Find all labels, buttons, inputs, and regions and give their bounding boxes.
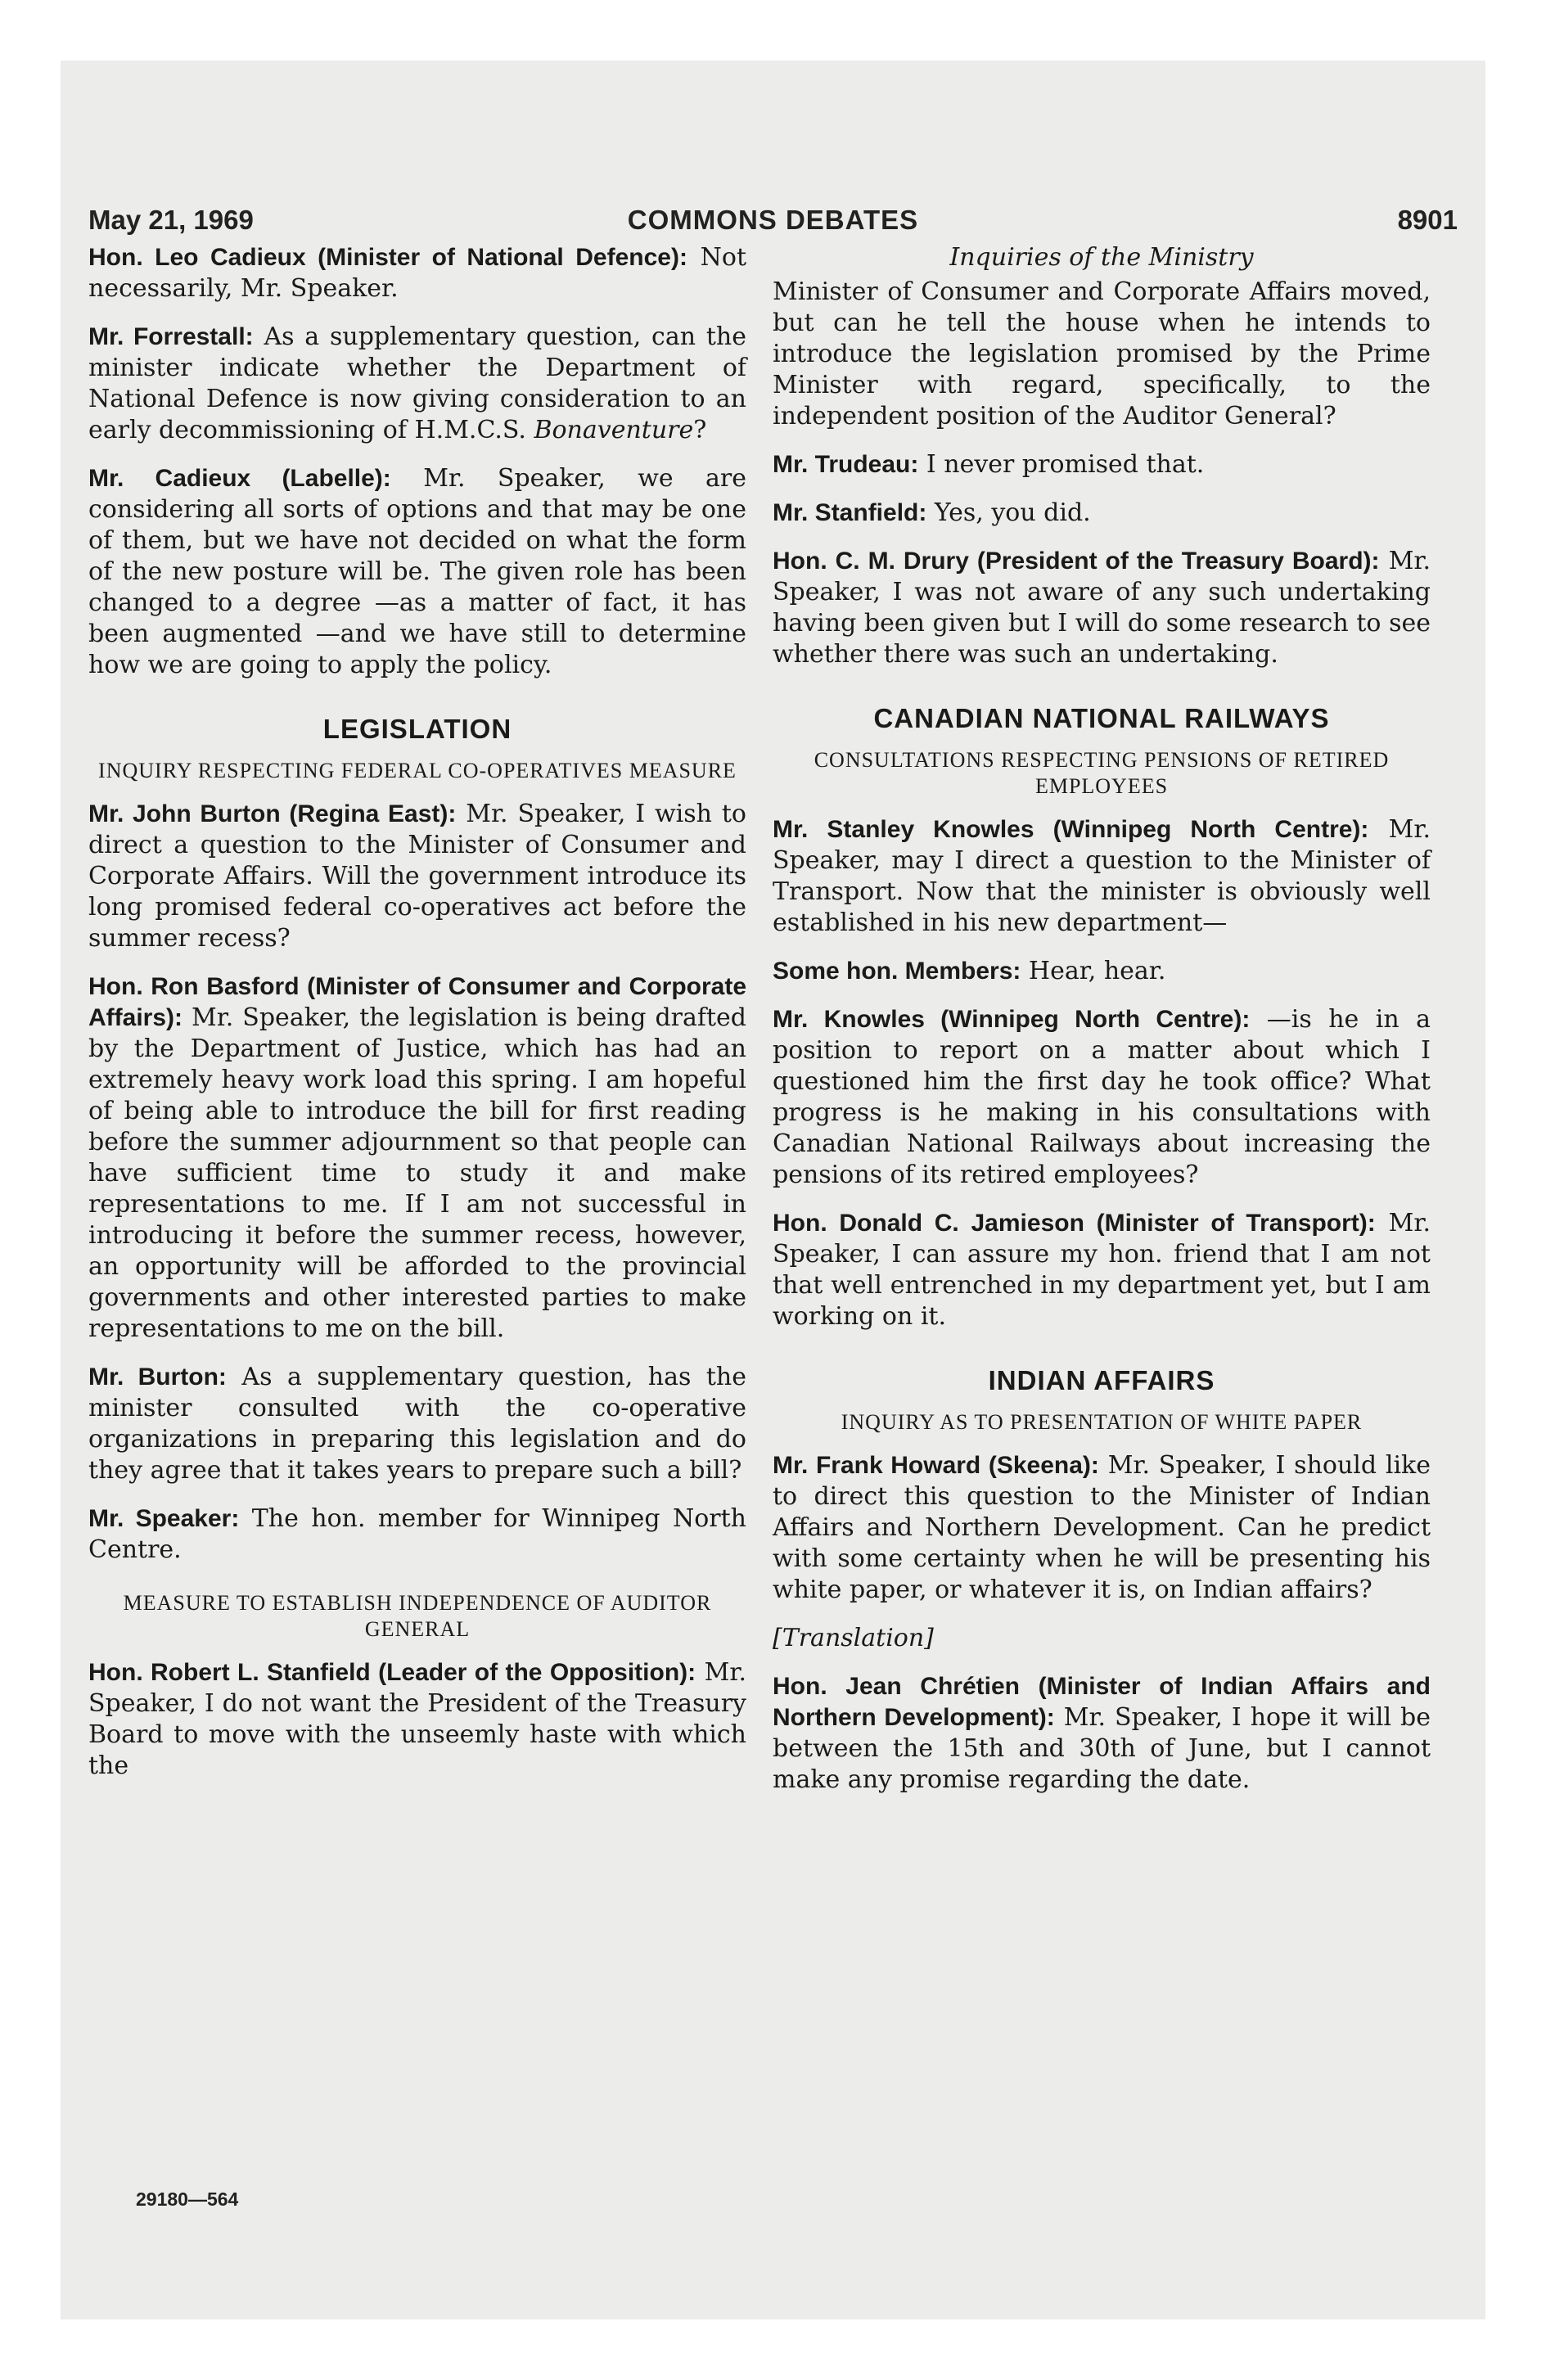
speech [773, 814, 1431, 939]
speech [88, 1362, 746, 1486]
speaker: Mr. Knowles (Winnipeg North Centre): [773, 1006, 1251, 1033]
speaker: Hon. Jean Chrétien (Minister of Indian Affairs and Northern Development): [773, 1673, 1431, 1731]
printer-folio: 29180—564 [136, 2188, 239, 2210]
section-subheading: INQUIRY AS TO PRESENTATION OF WHITE PAPER [841, 1410, 1363, 1434]
speaker: Mr. Burton: [88, 1364, 227, 1391]
speech [88, 463, 746, 681]
speech-text: As a supplementary question, has the minister consulted with the co-operative organizations in preparing this legislation and do they agree that it takes years to prepare such a bill? [88, 1363, 746, 1485]
speech [773, 449, 1431, 480]
section-heading: INDIAN AFFAIRS [988, 1365, 1215, 1395]
speech-text: Mr. Speaker, we are considering all sorts of options and that may be one of them, but we have not decided on what the form of the new posture will be. The given role has been changed to a degree —as a matter of fact, it has been augmented —and we have still to determine how we are going to apply the policy. [88, 464, 746, 679]
speaker: Hon. C. M. Drury (President of the Treasury Board): [773, 548, 1380, 575]
left-column [88, 242, 746, 1799]
speech [773, 277, 1431, 432]
speech-text: Not necessarily, Mr. Speaker. [88, 243, 747, 303]
speech-text: Mr. Speaker, I hope it will be between the 15th and 30th of June, but I cannot make any promise regarding the date. [773, 1703, 1431, 1794]
translation-label: [Translation] [773, 1624, 934, 1652]
speech-text: The hon. member for Winnipeg North Centre. [88, 1504, 746, 1564]
continued-section-label: Inquiries of the Ministry [949, 243, 1254, 272]
publication-title: COMMONS DEBATES [627, 205, 919, 235]
speech [773, 1004, 1431, 1191]
speech-text: Yes, you did. [926, 498, 1091, 527]
speech-text: Mr. Speaker, I wish to direct a question to the Minister of Consumer and Corporate Affairs. Will the government introduce its long promised federal co-operatives act before the summer recess? [88, 800, 746, 953]
speech [773, 1671, 1431, 1796]
speech-text: Mr. Speaker, I should like to direct this question to the Minister of Indian Affairs and Northern Development. Can he predict with some certainty when he will be presenting his white paper, or whatever it is, on Indian affairs? [773, 1451, 1431, 1604]
speech-text: Minister of Consumer and Corporate Affairs moved, but can he tell the house when he intends to introduce the legislation promised by the Prime Minister with regard, specifically, to the independent position of the Auditor General? [773, 277, 1431, 430]
section-subheading: MEASURE TO ESTABLISH INDEPENDENCE OF AUDITOR GENERAL [123, 1591, 712, 1641]
speech [88, 799, 746, 954]
running-head [88, 205, 1458, 241]
speech [88, 1503, 746, 1566]
speech [773, 1208, 1431, 1332]
speech-text: Mr. Speaker, I can assure my hon. friend that I am not that well entrenched in my department yet, but I am working on it. [773, 1209, 1431, 1331]
scanned-page [61, 61, 1485, 2319]
speaker: Mr. Stanfield: [773, 499, 927, 526]
ship-name: Bonaventure [534, 416, 694, 444]
speech [88, 322, 746, 446]
speech [88, 1657, 746, 1782]
speaker: Mr. Frank Howard (Skeena): [773, 1452, 1099, 1479]
page-sheet [61, 61, 1485, 2319]
speaker: Mr. Stanley Knowles (Winnipeg North Centre): [773, 816, 1369, 843]
speech-text: I never promised that. [918, 450, 1205, 479]
page-number: 8901 [1397, 205, 1458, 235]
speech [88, 971, 746, 1345]
speaker: Hon. Ron Basford (Minister of Consumer and Corporate Affairs): [88, 973, 746, 1031]
speaker: Hon. Robert L. Stanfield (Leader of the Opposition): [88, 1659, 696, 1686]
section-subheading: INQUIRY RESPECTING FEDERAL CO-OPERATIVES MEASURE [98, 759, 737, 782]
speaker: Mr. Speaker: [88, 1505, 240, 1532]
speech-text: Mr. Speaker, may I direct a question to the Minister of Transport. Now that the minister is obviously well established in his new department— [773, 815, 1431, 937]
speech-text: —is he in a position to report on a matter about which I questioned him the first day he took office? What progress is he making in his consultations with Canadian National Railways about increasing the pensions of its retired employees? [773, 1005, 1431, 1189]
speech-text: As a supplementary question, can the minister indicate whether the Department of National Defence is now giving consideration to an early decommissioning of H.M.C.S. [88, 322, 746, 444]
speaker: Hon. Leo Cadieux (Minister of National Defence): [88, 244, 687, 271]
right-column [773, 242, 1431, 1813]
section-heading: CANADIAN NATIONAL RAILWAYS [873, 703, 1330, 733]
speaker: Mr. John Burton (Regina East): [88, 800, 457, 827]
speech [773, 498, 1431, 529]
speech [773, 546, 1431, 670]
speech [88, 242, 746, 304]
translation-marker [773, 1623, 1431, 1654]
speech [773, 1450, 1431, 1606]
speech-text: Hear, hear. [1021, 957, 1166, 985]
speech-text: Mr. Speaker, the legislation is being drafted by the Department of Justice, which has had an extremely heavy work load this spring. I am hopeful of being able to introduce the bill for first reading before the summer adjournment so that people can have sufficient time to study it and make representations to me. If I am not successful in introducing it before the summer recess, however, an opportunity will be afforded to the provincial governments and other interested parties to make representations to me on the bill. [88, 1003, 746, 1343]
speaker: Mr. Cadieux (Labelle): [88, 465, 391, 492]
section-subheading: CONSULTATIONS RESPECTING PENSIONS OF RETIRED EMPLOYEES [814, 748, 1390, 798]
speech-text: Mr. Speaker, I was not aware of any such undertaking having been given but I will do some research to see whether there was such an undertaking. [773, 547, 1431, 669]
speaker: Hon. Donald C. Jamieson (Minister of Transport): [773, 1210, 1376, 1237]
speaker: Some hon. Members: [773, 958, 1021, 985]
speech [773, 956, 1431, 987]
speaker: Mr. Forrestall: [88, 323, 254, 350]
section-heading: LEGISLATION [322, 714, 512, 744]
date: May 21, 1969 [88, 205, 254, 235]
speaker: Mr. Trudeau: [773, 451, 919, 478]
speech-text-end: ? [693, 416, 707, 444]
speech-text: Mr. Speaker, I do not want the President of the Treasury Board to move with the unseemly haste with which the [88, 1658, 746, 1780]
